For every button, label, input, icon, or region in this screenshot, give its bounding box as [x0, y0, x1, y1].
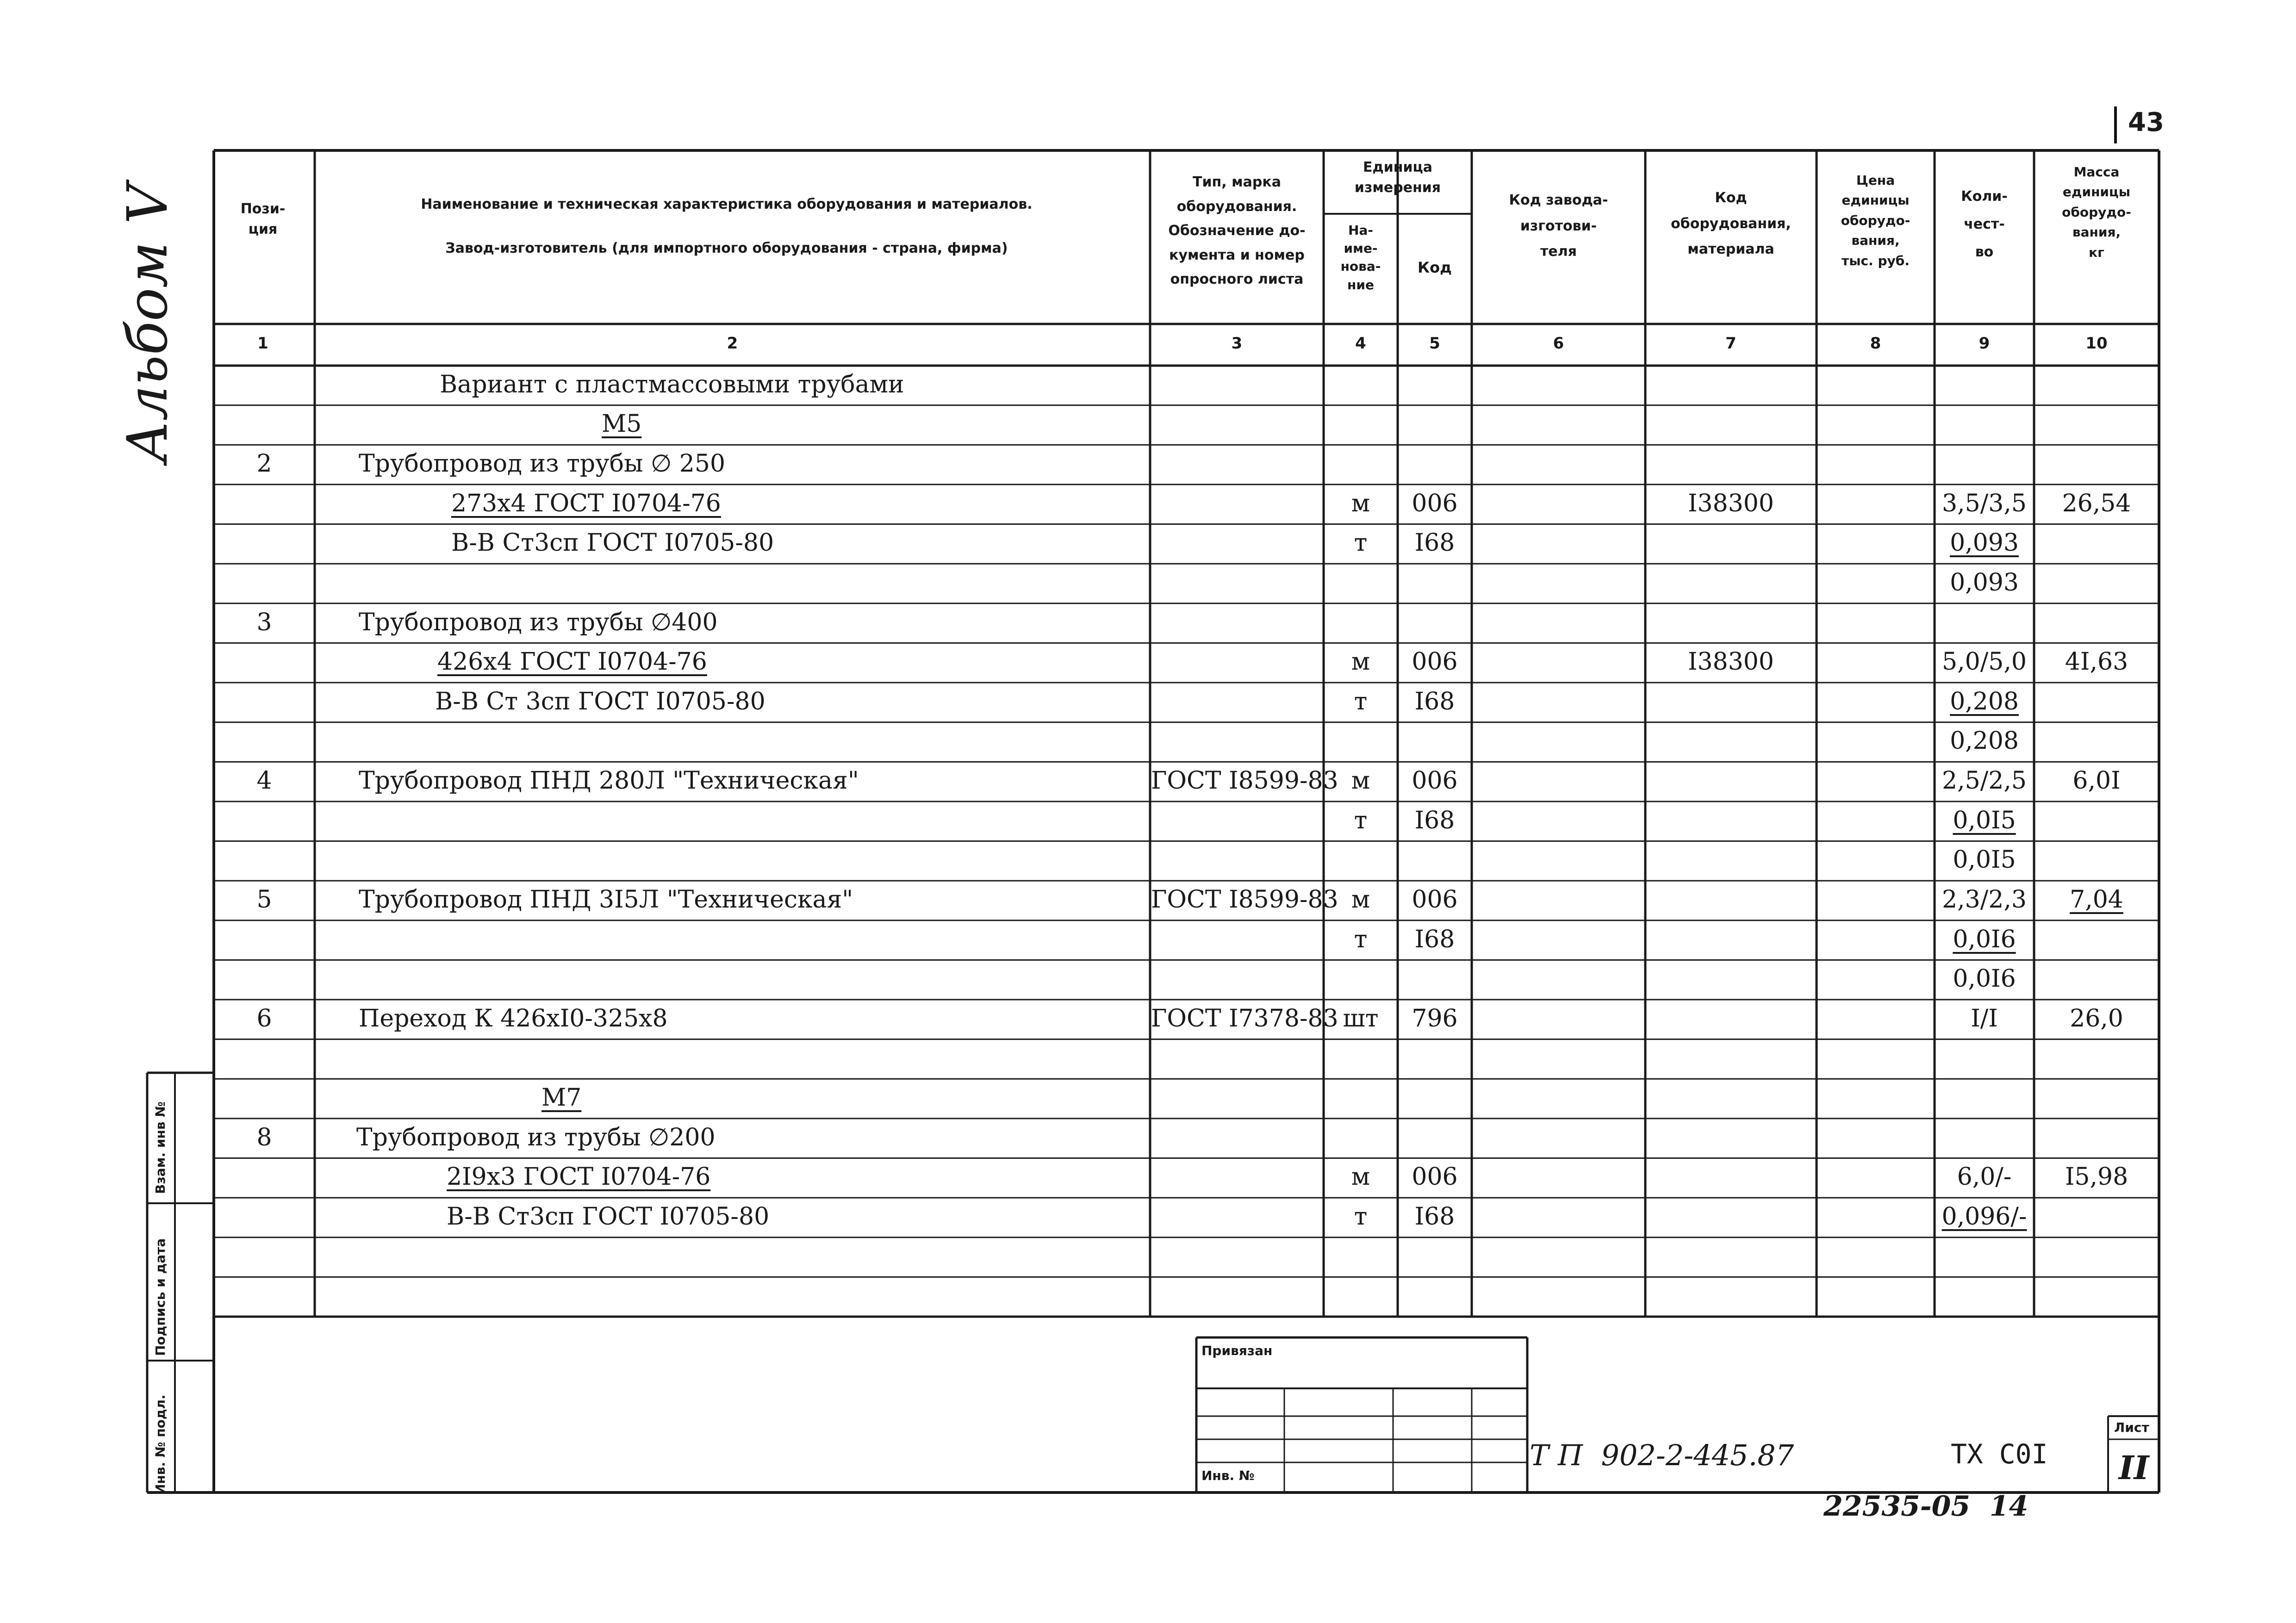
table-row — [0, 1119, 2296, 1158]
cell-c5: I68 — [1414, 806, 1455, 834]
cell-c4: м — [1351, 1163, 1370, 1191]
cell-c2: 273х4 ГОСТ I0704-76 — [451, 489, 721, 517]
header-quantity: Коли- чест- во — [1961, 188, 2008, 260]
cell-c9: 2,3/2,3 — [1942, 885, 2027, 914]
cell-c4: шт — [1343, 1004, 1379, 1032]
cell-c5: I68 — [1414, 925, 1455, 953]
cell-c2: 426х4 ГОСТ I0704-76 — [437, 648, 707, 676]
table-row — [0, 405, 2296, 445]
cell-c4: т — [1354, 529, 1368, 557]
header-unit-group: Единица измерения — [1354, 159, 1441, 196]
cell-c2: Трубопровод ПНД 3I5Л "Техническая" — [359, 885, 853, 914]
cell-c9: 6,0/- — [1957, 1163, 2012, 1191]
cell-c5: 006 — [1412, 489, 1458, 517]
cell-c4: м — [1351, 648, 1370, 676]
cell-c9: 2,5/2,5 — [1942, 767, 2027, 795]
cell-c2: Вариант с пластмассовыми трубами — [440, 370, 904, 398]
table-row — [0, 366, 2296, 405]
cell-c2: Трубопровод из трубы ∅200 — [356, 1123, 716, 1151]
cell-c9: 3,5/3,5 — [1942, 489, 2027, 517]
table-row — [0, 1277, 2296, 1317]
cell-c1: 6 — [256, 1004, 272, 1032]
cell-c3: ГОСТ I8599-83 — [1151, 767, 1338, 795]
cell-c9: 0,208 — [1950, 687, 2019, 715]
cell-c4: м — [1351, 767, 1370, 795]
cell-c5: 006 — [1412, 648, 1458, 676]
album-title: Альбом V — [116, 184, 180, 463]
header-material-code: Код оборудования, материала — [1671, 190, 1791, 257]
col-number-2: 2 — [727, 334, 738, 353]
table-row — [0, 445, 2296, 485]
cell-c5: 006 — [1412, 885, 1458, 914]
cell-c9: 0,208 — [1950, 727, 2019, 755]
col-number-10: 10 — [2085, 334, 2108, 353]
header-unit-code: Код — [1418, 259, 1452, 276]
col-number-6: 6 — [1553, 334, 1564, 353]
cell-c2: В-В Ст 3сп ГОСТ I0705-80 — [435, 687, 765, 715]
cell-c4: м — [1351, 489, 1370, 517]
cell-c3: ГОСТ I8599-83 — [1151, 885, 1338, 914]
inv-number-label: Инв. № — [1201, 1468, 1255, 1483]
cell-c9: 0,0I5 — [1953, 806, 2016, 834]
cell-c1: 8 — [256, 1123, 272, 1151]
cell-c2: Трубопровод из трубы ∅400 — [359, 608, 718, 636]
cell-c9: 0,0I6 — [1953, 965, 2016, 993]
cell-c2: В-В Ст3сп ГОСТ I0705-80 — [447, 1202, 770, 1231]
cell-c4: т — [1354, 925, 1368, 953]
cell-c4: м — [1351, 885, 1370, 914]
table-row — [0, 1039, 2296, 1079]
cell-c9: 0,093 — [1950, 568, 2019, 597]
cell-c3: ГОСТ I7378-83 — [1151, 1004, 1338, 1032]
cell-c5: 796 — [1412, 1004, 1458, 1032]
cell-c4: т — [1354, 1202, 1368, 1231]
cell-c5: I68 — [1414, 687, 1455, 715]
cell-c2: М5 — [602, 410, 642, 438]
cell-c9: 0,0I5 — [1953, 846, 2016, 874]
cell-c10: 7,04 — [2070, 885, 2123, 914]
cell-c10: I5,98 — [2065, 1163, 2128, 1191]
page-number-bar — [2114, 106, 2117, 143]
cell-c2: М7 — [541, 1084, 582, 1112]
cell-c9: 5,0/5,0 — [1942, 648, 2027, 676]
header-type: Тип, марка оборудования. Обозначение до- кумента и номер опросного листа — [1168, 174, 1306, 287]
cell-c9: I/I — [1971, 1004, 1998, 1032]
col-number-4: 4 — [1355, 334, 1366, 353]
header-unit-name: На- име- нова- ние — [1340, 223, 1381, 292]
cell-c9: 0,0I6 — [1953, 925, 2016, 953]
cell-c2: Трубопровод из трубы ∅ 250 — [359, 450, 726, 478]
header-position: Пози- ция — [240, 201, 286, 237]
cell-c1: 2 — [256, 450, 272, 478]
cell-c2: Переход К 426хI0-325х8 — [359, 1004, 668, 1032]
cell-c10: 4I,63 — [2065, 648, 2128, 676]
cell-c10: 26,54 — [2062, 489, 2131, 517]
cell-c1: 4 — [256, 767, 272, 795]
table-row — [0, 1079, 2296, 1119]
cell-c4: т — [1354, 687, 1368, 715]
privyazan-label: Привязан — [1201, 1343, 1273, 1358]
cell-c7: I38300 — [1688, 648, 1774, 676]
stamp-sign-label: Подпись и дата — [153, 1238, 168, 1356]
stamp-replace-label: Взам. инв № — [153, 1101, 168, 1194]
cell-c9: 0,093 — [1950, 529, 2019, 557]
cell-c1: 5 — [256, 885, 272, 914]
page-number: 43 — [2128, 107, 2164, 137]
stamp-inv-label: Инв. № подл. — [153, 1394, 168, 1495]
header-factory-code: Код завода- изготови- теля — [1509, 192, 1608, 260]
cell-c5: I68 — [1414, 529, 1455, 557]
cell-c2: В-В Ст3сп ГОСТ I0705-80 — [451, 529, 774, 557]
cell-c7: I38300 — [1688, 489, 1774, 517]
doc-code: Т П 902-2-445.87 — [1530, 1438, 1794, 1472]
col-number-8: 8 — [1870, 334, 1881, 353]
cell-c5: I68 — [1414, 1202, 1455, 1231]
archive-number: 22535-05 14 — [1823, 1490, 2028, 1523]
header-name-line1: Наименование и техническая характеристика оборудования и материалов. — [421, 196, 1033, 212]
cell-c5: 006 — [1412, 1163, 1458, 1191]
header-name-line2: Завод-изготовитель (для импортного оборудования - страна, фирма) — [445, 240, 1008, 256]
cell-c10: 26,0 — [2070, 1004, 2123, 1032]
cell-c5: 006 — [1412, 767, 1458, 795]
col-number-9: 9 — [1979, 334, 1990, 353]
doc-mark: ТХ С0I — [1951, 1438, 2048, 1470]
cell-c2: Трубопровод ПНД 280Л "Техническая" — [359, 767, 859, 795]
cell-c9: 0,096/- — [1941, 1202, 2027, 1231]
sheet-number: II — [2119, 1449, 2149, 1487]
col-number-7: 7 — [1725, 334, 1736, 353]
header-price: Цена единицы оборудо- вания, тыс. руб. — [1841, 173, 1910, 268]
cell-c4: т — [1354, 806, 1368, 834]
col-number-1: 1 — [257, 334, 268, 353]
cell-c10: 6,0I — [2072, 767, 2121, 795]
cell-c2: 2I9х3 ГОСТ I0704-76 — [447, 1163, 711, 1191]
table-row — [0, 1237, 2296, 1277]
header-mass: Масса единицы оборудо- вания, кг — [2062, 164, 2131, 260]
sheet-label: Лист — [2114, 1420, 2149, 1435]
table-row — [0, 603, 2296, 643]
col-number-5: 5 — [1429, 334, 1440, 353]
cell-c1: 3 — [256, 608, 272, 636]
col-number-3: 3 — [1231, 334, 1243, 353]
